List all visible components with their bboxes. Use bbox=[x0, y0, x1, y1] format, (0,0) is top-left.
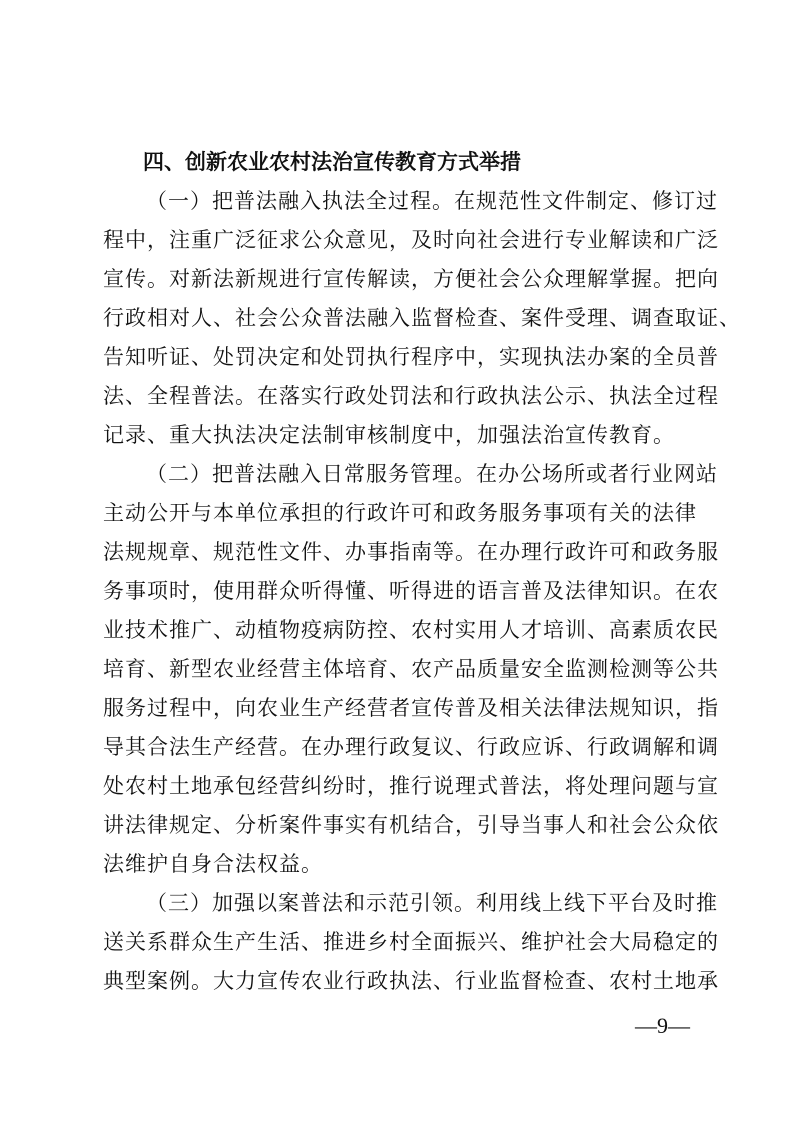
paragraph-1-line-6: 法、全程普法。在落实行政处罚法和行政执法公示、执法全过程 bbox=[103, 384, 719, 408]
page-number: —9— bbox=[635, 1013, 690, 1038]
paragraph-1-line-3: 宣传。对新法新规进行宣传解读，方便社会公众理解掌握。把向 bbox=[103, 267, 719, 291]
paragraph-2-line-6: 培育、新型农业经营主体培育、农产品质量安全监测检测等公共 bbox=[103, 657, 719, 681]
paragraph-3-line-3: 典型案例。大力宣传农业行政执法、行业监督检查、农村土地承 bbox=[103, 969, 719, 993]
section-heading: 四、创新农业农村法治宣传教育方式举措 bbox=[143, 150, 521, 174]
paragraph-1-line-4: 行政相对人、社会公众普法融入监督检查、案件受理、调查取证、 bbox=[103, 306, 741, 330]
paragraph-3-line-2: 送关系群众生产生活、推进乡村全面振兴、维护社会大局稳定的 bbox=[103, 930, 719, 954]
paragraph-2-line-4: 务事项时，使用群众听得懂、听得进的语言普及法律知识。在农 bbox=[103, 579, 719, 603]
paragraph-2-line-5: 业技术推广、动植物疫病防控、农村实用人才培训、高素质农民 bbox=[103, 618, 719, 642]
paragraph-1-line-1: （一）把普法融入执法全过程。在规范性文件制定、修订过 bbox=[146, 189, 718, 213]
paragraph-1-line-2: 程中，注重广泛征求公众意见，及时向社会进行专业解读和广泛 bbox=[103, 228, 719, 252]
paragraph-1-line-7: 记录、重大执法决定法制审核制度中，加强法治宣传教育。 bbox=[103, 423, 675, 447]
paragraph-1-line-5: 告知听证、处罚决定和处罚执行程序中，实现执法办案的全员普 bbox=[103, 345, 719, 369]
paragraph-2-line-2: 主动公开与本单位承担的行政许可和政务服务事项有关的法律 bbox=[103, 501, 697, 525]
paragraph-2-line-8: 导其合法生产经营。在办理行政复议、行政应诉、行政调解和调 bbox=[103, 735, 719, 759]
paragraph-3-line-1: （三）加强以案普法和示范引领。利用线上线下平台及时推 bbox=[146, 891, 718, 915]
paragraph-2-line-11: 法维护自身合法权益。 bbox=[103, 852, 323, 876]
paragraph-2-line-7: 服务过程中，向农业生产经营者宣传普及相关法律法规知识，指 bbox=[103, 696, 719, 720]
paragraph-2-line-9: 处农村土地承包经营纠纷时，推行说理式普法，将处理问题与宣 bbox=[103, 774, 719, 798]
paragraph-2-line-1: （二）把普法融入日常服务管理。在办公场所或者行业网站 bbox=[146, 462, 718, 486]
paragraph-2-line-3: 法规规章、规范性文件、办事指南等。在办理行政许可和政务服 bbox=[103, 540, 719, 564]
paragraph-2-line-10: 讲法律规定、分析案件事实有机结合，引导当事人和社会公众依 bbox=[103, 813, 719, 837]
